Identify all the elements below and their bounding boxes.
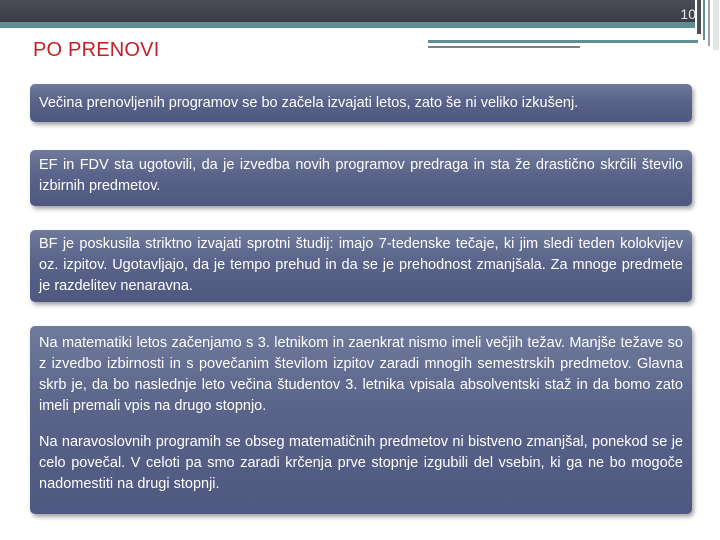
decorative-strip xyxy=(713,0,719,50)
text-box-mathematics xyxy=(30,326,692,514)
title-accent-line xyxy=(428,46,580,48)
header-bar xyxy=(0,0,695,22)
text-box-bf xyxy=(30,230,692,302)
decorative-strip xyxy=(697,0,701,34)
decorative-strip xyxy=(708,0,710,46)
slide-title: PO PRENOVI xyxy=(33,39,160,61)
slide-number: 10 xyxy=(680,6,696,22)
text-box-ef-fdv xyxy=(30,150,692,206)
decorative-strip xyxy=(703,0,705,40)
header-accent-bar xyxy=(0,22,695,28)
box-paragraph: Na matematiki letos začenjamo s 3. letnikom in zaenkrat nismo imeli večjih težav. Manjše težave so z izvedbo izbirnosti in s povečanim številom izpitov zaradi mnogih semestrskih predmetov. Glavna skrb je, da bo naslednje leto večina študentov 3. letnika vpisala absolventski staž in da bomo zato imeli premali vpis na drugo stopnjo. xyxy=(39,335,683,414)
box-paragraph: EF in FDV sta ugotovili, da je izvedba novih programov predraga in sta že drastično skrčili število izbirnih predmetov. xyxy=(39,157,683,194)
box-paragraph: Na naravoslovnih programih se obseg matematičnih predmetov ni bistveno zmanjšal, ponekod se je celo povečal. V celoti pa smo zaradi krčenja prve stopnje izgubili del vsebin, ki ga ne bo mogoče nadomestiti na drugi stopnji. xyxy=(39,434,683,492)
text-box-new-programs xyxy=(30,84,692,122)
box-paragraph: Večina prenovljenih programov se bo začela izvajati letos, zato še ni veliko izkušenj. xyxy=(39,95,579,111)
title-accent-line xyxy=(428,40,698,43)
box-paragraph: BF je poskusila striktno izvajati sprotni študij: imajo 7-tedenske tečaje, ki jim sledi teden kolokvijev oz. izpitov. Ugotavljajo, da je tempo prehud in da se je prehodnost zmanjšala. Za mnoge predmete je razdelitev nenaravna. xyxy=(39,236,683,294)
